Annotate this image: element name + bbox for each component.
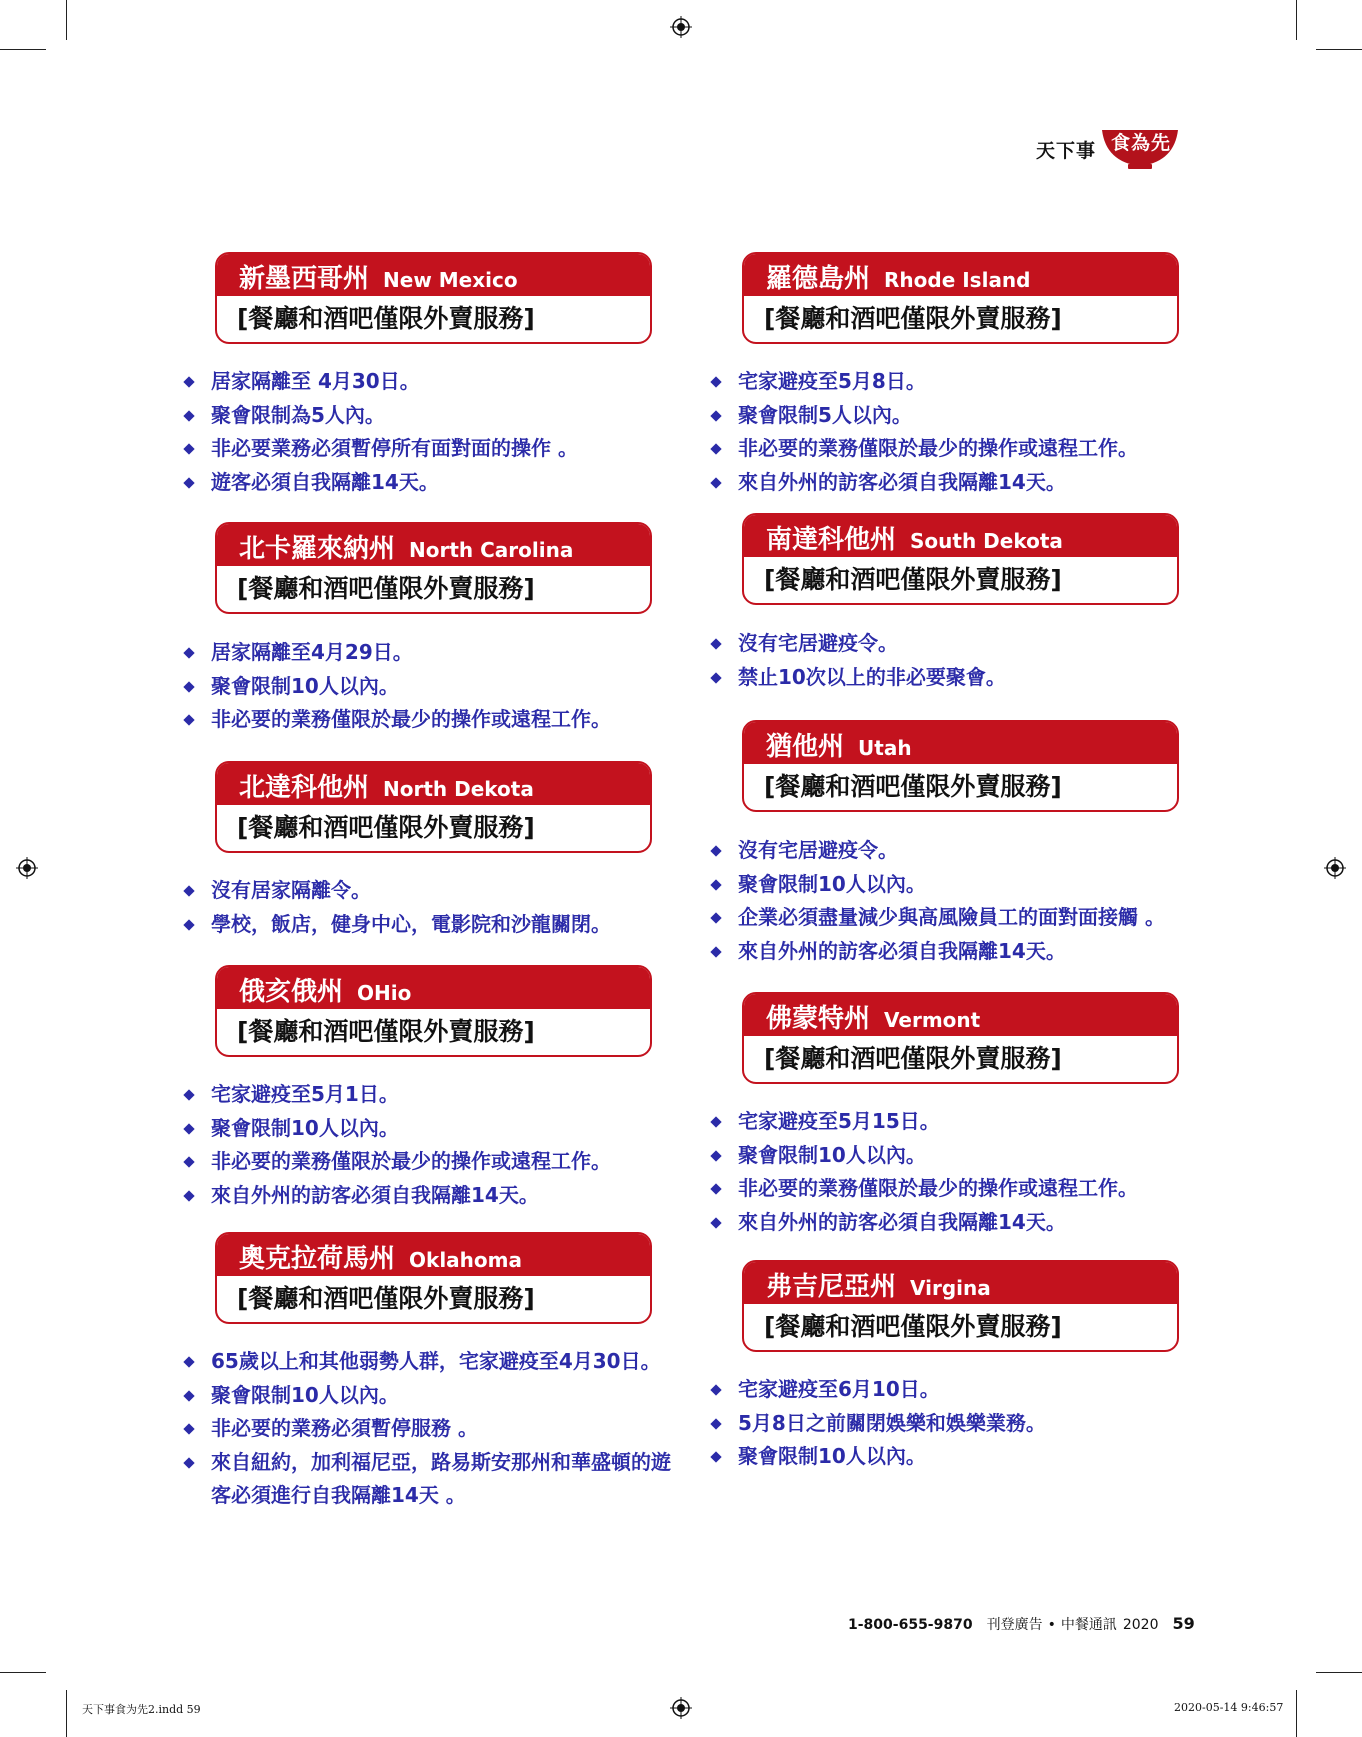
rules-list-north-dekota bbox=[183, 874, 663, 941]
state-name-en: North Carolina bbox=[409, 538, 574, 562]
slug-timestamp: 2020-05-14 9:46:57 bbox=[1174, 1701, 1284, 1714]
list-item: 宅家避疫至5月8日。 bbox=[710, 365, 1190, 399]
state-card-north-carolina bbox=[215, 522, 652, 614]
crop-mark bbox=[0, 49, 46, 50]
state-name-en: North Dekota bbox=[383, 777, 534, 801]
restaurant-status: [餐廳和酒吧僅限外賣服務] bbox=[237, 1284, 535, 1313]
state-card-oklahoma bbox=[215, 1232, 652, 1324]
footer-year: 2020 bbox=[1122, 1617, 1159, 1633]
page-number: 59 bbox=[1172, 1614, 1195, 1633]
rules-list-south-dekota bbox=[710, 627, 1190, 694]
footer-separator: • bbox=[1047, 1617, 1056, 1633]
list-item: 沒有宅居避疫令。 bbox=[710, 834, 1190, 868]
registration-mark-icon bbox=[670, 16, 692, 38]
state-card-vermont bbox=[742, 992, 1179, 1084]
list-item: 來自紐約，加利福尼亞，路易斯安那州和華盛頓的遊客必須進行自我隔離14天 。 bbox=[183, 1446, 683, 1513]
list-item: 非必要的業務僅限於最少的操作或遠程工作。 bbox=[710, 432, 1190, 466]
header-title-left: 天下事 bbox=[1036, 139, 1097, 162]
page-footer bbox=[848, 1614, 1195, 1634]
list-item: 聚會限制10人以內。 bbox=[183, 670, 663, 704]
restaurant-status: [餐廳和酒吧僅限外賣服務] bbox=[764, 565, 1062, 594]
list-item: 禁止10次以上的非必要聚會。 bbox=[710, 661, 1190, 695]
rules-list-utah bbox=[710, 834, 1190, 968]
state-card-virgina bbox=[742, 1260, 1179, 1352]
slug-filename: 天下事食为先2.indd 59 bbox=[82, 1703, 201, 1716]
footer-publication: 中餐通訊 bbox=[1060, 1617, 1117, 1633]
state-name-zh: 猶他州 bbox=[766, 732, 845, 762]
state-name-zh: 奧克拉荷馬州 bbox=[239, 1244, 396, 1274]
list-item: 沒有居家隔離令。 bbox=[183, 874, 663, 908]
restaurant-status: [餐廳和酒吧僅限外賣服務] bbox=[764, 1312, 1062, 1341]
list-item: 來自外州的訪客必須自我隔離14天。 bbox=[710, 935, 1190, 969]
list-item: 聚會限制10人以內。 bbox=[183, 1112, 663, 1146]
list-item: 沒有宅居避疫令。 bbox=[710, 627, 1190, 661]
list-item: 65歲以上和其他弱勢人群，宅家避疫至4月30日。 bbox=[183, 1345, 683, 1379]
rules-list-new-mexico bbox=[183, 365, 663, 499]
crop-mark bbox=[66, 0, 67, 40]
crop-mark bbox=[1296, 0, 1297, 40]
list-item: 5月8日之前關閉娛樂和娛樂業務。 bbox=[710, 1407, 1190, 1441]
list-item: 非必要的業務僅限於最少的操作或遠程工作。 bbox=[710, 1172, 1190, 1206]
list-item: 企業必須盡量減少與高風險員工的面對面接觸 。 bbox=[710, 901, 1190, 935]
crop-mark bbox=[66, 1690, 67, 1737]
bowl-icon bbox=[1100, 128, 1180, 170]
registration-mark-icon bbox=[16, 857, 38, 879]
list-item: 非必要的業務必須暫停服務 。 bbox=[183, 1412, 683, 1446]
state-card-utah bbox=[742, 720, 1179, 812]
header-title-right: 食為先 bbox=[1111, 132, 1172, 154]
footer-ad-label: 刊登廣告 bbox=[986, 1617, 1043, 1633]
state-card-new-mexico bbox=[215, 252, 652, 344]
list-item: 居家隔離至4月29日。 bbox=[183, 636, 663, 670]
state-name-zh: 弗吉尼亞州 bbox=[766, 1272, 897, 1302]
rules-list-oklahoma bbox=[183, 1345, 683, 1513]
registration-mark-icon bbox=[670, 1697, 692, 1719]
list-item: 聚會限制5人以內。 bbox=[710, 399, 1190, 433]
rules-list-ohio bbox=[183, 1078, 663, 1212]
state-name-en: Rhode Island bbox=[884, 268, 1031, 292]
crop-mark bbox=[0, 1672, 46, 1673]
footer-phone: 1-800-655-9870 bbox=[848, 1617, 973, 1633]
crop-mark bbox=[1316, 49, 1362, 50]
list-item: 聚會限制10人以內。 bbox=[710, 1440, 1190, 1474]
list-item: 聚會限制為5人內。 bbox=[183, 399, 663, 433]
rules-list-vermont bbox=[710, 1105, 1190, 1239]
list-item: 非必要的業務僅限於最少的操作或遠程工作。 bbox=[183, 703, 663, 737]
list-item: 來自外州的訪客必須自我隔離14天。 bbox=[710, 466, 1190, 500]
state-name-en: Oklahoma bbox=[409, 1248, 522, 1272]
state-card-south-dekota bbox=[742, 513, 1179, 605]
state-name-zh: 北卡羅來納州 bbox=[239, 534, 396, 564]
state-name-en: New Mexico bbox=[383, 268, 518, 292]
state-card-rhode-island bbox=[742, 252, 1179, 344]
state-name-en: Virgina bbox=[910, 1276, 991, 1300]
crop-mark bbox=[1296, 1690, 1297, 1737]
list-item: 非必要業務必須暫停所有面對面的操作 。 bbox=[183, 432, 663, 466]
state-name-zh: 北達科他州 bbox=[239, 773, 370, 803]
restaurant-status: [餐廳和酒吧僅限外賣服務] bbox=[764, 1044, 1062, 1073]
rules-list-rhode-island bbox=[710, 365, 1190, 499]
list-item: 聚會限制10人以內。 bbox=[710, 868, 1190, 902]
state-name-en: Utah bbox=[858, 736, 912, 760]
restaurant-status: [餐廳和酒吧僅限外賣服務] bbox=[237, 574, 535, 603]
state-name-en: South Dekota bbox=[910, 529, 1063, 553]
state-name-zh: 羅德島州 bbox=[766, 264, 871, 294]
list-item: 宅家避疫至5月1日。 bbox=[183, 1078, 663, 1112]
section-header bbox=[1036, 134, 1180, 164]
list-item: 學校，飯店，健身中心，電影院和沙龍關閉。 bbox=[183, 908, 663, 942]
list-item: 聚會限制10人以內。 bbox=[710, 1139, 1190, 1173]
state-name-zh: 佛蒙特州 bbox=[766, 1004, 871, 1034]
registration-mark-icon bbox=[1324, 857, 1346, 879]
crop-mark bbox=[1316, 1672, 1362, 1673]
state-card-north-dekota bbox=[215, 761, 652, 853]
restaurant-status: [餐廳和酒吧僅限外賣服務] bbox=[237, 304, 535, 333]
list-item: 聚會限制10人以內。 bbox=[183, 1379, 683, 1413]
list-item: 居家隔離至 4月30日。 bbox=[183, 365, 663, 399]
restaurant-status: [餐廳和酒吧僅限外賣服務] bbox=[237, 1017, 535, 1046]
list-item: 宅家避疫至5月15日。 bbox=[710, 1105, 1190, 1139]
state-name-en: Vermont bbox=[884, 1008, 981, 1032]
state-name-zh: 南達科他州 bbox=[766, 525, 897, 555]
rules-list-north-carolina bbox=[183, 636, 663, 737]
state-name-zh: 俄亥俄州 bbox=[239, 977, 344, 1007]
restaurant-status: [餐廳和酒吧僅限外賣服務] bbox=[764, 304, 1062, 333]
list-item: 來自外州的訪客必須自我隔離14天。 bbox=[183, 1179, 663, 1213]
list-item: 遊客必須自我隔離14天。 bbox=[183, 466, 663, 500]
rules-list-virgina bbox=[710, 1373, 1190, 1474]
restaurant-status: [餐廳和酒吧僅限外賣服務] bbox=[237, 813, 535, 842]
list-item: 來自外州的訪客必須自我隔離14天。 bbox=[710, 1206, 1190, 1240]
state-name-en: OHio bbox=[357, 981, 412, 1005]
list-item: 非必要的業務僅限於最少的操作或遠程工作。 bbox=[183, 1145, 663, 1179]
state-card-ohio bbox=[215, 965, 652, 1057]
state-name-zh: 新墨西哥州 bbox=[239, 264, 370, 294]
list-item: 宅家避疫至6月10日。 bbox=[710, 1373, 1190, 1407]
restaurant-status: [餐廳和酒吧僅限外賣服務] bbox=[764, 772, 1062, 801]
